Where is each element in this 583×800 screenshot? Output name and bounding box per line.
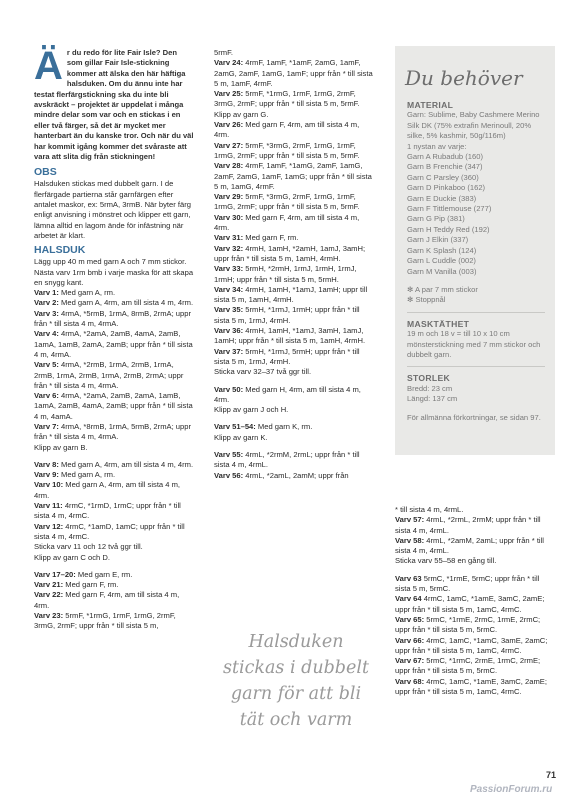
instruction-line: Varv 1: Med garn A, rm.	[34, 288, 116, 298]
yarn-color-item: Garn G Pip (381)	[407, 214, 465, 224]
instruction-line: Varv 26: Med garn F, 4rm, am till sista 4 m, 4rm.	[214, 120, 360, 140]
yarn-color-item: Garn L Cuddle (002)	[407, 256, 476, 266]
yarn-color-item: Garn M Vanilla (003)	[407, 266, 477, 276]
drop-cap: Ä	[34, 44, 63, 88]
gauge-text: 19 m och 18 v = till 10 x 10 cm mönsterstickning med 7 mm stickor och dubbelt garn.	[407, 329, 541, 359]
instruction-line: Varv 50: Med garn H, 4rm, am till sista 4 m, 4rm.	[214, 384, 361, 404]
instruction-line: Varv 65: 5rmC, *1rmE, 2rmC, 1rmE, 2rmC; uppr från * till sista 5 m, 5rmC.	[395, 614, 541, 635]
yarn-color-item: Garn C Parsley (360)	[407, 172, 479, 182]
instruction-line: Varv 35: 5rmH, *1rmJ, 1rmH; uppr från * till sista 5 m, 1rmJ, 4rmH.	[214, 305, 360, 325]
yarn-color-item: Garn B Frenchie (347)	[407, 162, 483, 172]
instruction-line: Nästa varv 1rm bmb i varje maska för att skapa en snygg kant.	[34, 267, 194, 287]
materials-box	[395, 46, 555, 455]
instruction-line: Varv 34: 4rmH, 1amH, *1amJ, 1amH; uppr till sista 5 m, 1amH, 4rmH.	[214, 284, 368, 305]
instruction-line: Varv 11: 4rmC, *1rmD, 1rmC; uppr från * till sista 4 m, 4rmC.	[34, 501, 181, 521]
instruction-line: Varv 23: 5rmF, *1rmG, 1rmF, 1rmG, 2rmF, 3rmG, 2rmF; uppr från * till sista 5 m,	[34, 611, 176, 631]
instruction-line: Varv 8: Med garn A, 4rm, am till sista 4 m, 4rm.	[34, 459, 194, 469]
size-length: Längd: 137 cm	[407, 394, 458, 404]
instruction-line: Varv 67: 5rmC, *1rmC, 2rmE, 1rmC, 2rmE; uppr från * till sista 5 m, 5rmC.	[395, 656, 541, 676]
instruction-line: * till sista 4 m, 4rmL.	[395, 505, 464, 514]
page-number: 71	[546, 770, 557, 780]
instruction-line: Varv 33: 5rmH, *2rmH, 1rmJ, 1rmH, 1rmJ, 1rmH; uppr från * till sista 5 m, 5rmH.	[214, 264, 357, 284]
colors-intro: 1 nystan av varje:	[407, 141, 467, 151]
spacer	[395, 567, 555, 574]
instruction-line: Sticka varv 55–58 en gång till.	[395, 556, 497, 566]
spacer	[34, 563, 194, 570]
tool-item: ✻ A par 7 mm stickor	[407, 284, 478, 294]
instruction-line: Varv 2: Med garn A, 4rm, am till sista 4 m, 4rm.	[34, 298, 194, 308]
column-2	[214, 48, 376, 481]
material-heading: MATERIAL	[407, 100, 454, 110]
instruction-line: Varv 3: 4rmA, *5rmB, 1rmA, 8rmB, 2rmA; uppr från * till sista 4 m, 4rmA.	[34, 308, 191, 329]
instruction-line: Sticka varv 32–37 två ggr till.	[214, 367, 312, 377]
size-heading: STORLEK	[407, 373, 451, 384]
pull-quote: Halsduken stickas i dubbelt garn för att bli tät och varm	[222, 632, 369, 730]
instruction-line: Varv 17–20: Med garn E, rm.	[34, 569, 133, 579]
instruction-line: Varv 32: 4rmH, 1amH, *2amH, 1amJ, 3amH; uppr från * till sista 5 m, 1amH, 4rmH.	[214, 243, 366, 263]
tool-item: ✻ Stoppnål	[407, 295, 446, 305]
instruction-line: 5rmF.	[214, 48, 233, 57]
material-text: Garn: Sublime, Baby Cashmere Merino Silk DK (75% extrafin Merinoull, 20% silke, 5% kashmir, 50g/116m)	[407, 110, 540, 141]
yarn-color-item: Garn A Rubadub (160)	[407, 152, 483, 162]
instruction-line: Varv 22: Med garn F, 4rm, am till sista 4 m, 4rm.	[34, 590, 180, 610]
instruction-line: Varv 4: 4rmA, *2amA, 2amB, 4amA, 2amB, 1amA, 1amB, 2amA, 2amB; uppr från * till sista 4 m, 4rmA.	[34, 329, 193, 359]
spacer	[34, 453, 194, 460]
instruction-line: Varv 57: 4rmL, *2rmL, 2rmM; uppr från * till sista 4 m, 4rmL.	[395, 515, 541, 535]
instruction-line: Varv 28: 4rmF, 1amF, *1amG, 2amF, 1amG, 2amF, 2amG, 1amF, 1amG; uppr från * till sista 5 m, 1amG, 4rmF.	[214, 161, 372, 191]
spacer	[214, 378, 376, 385]
divider	[407, 312, 545, 313]
instruction-line: Varv 10: Med garn A, 4rm, am till sista 4 m, 4rm.	[34, 480, 181, 500]
instruction-line: Varv 21: Med garn F, rm.	[34, 580, 119, 590]
instruction-line: Varv 27: 5rmF, *3rmG, 2rmF, 1rmG, 1rmF, 1rmG, 2rmF; uppr från * till sista 5 m, 5rmF.	[214, 140, 360, 160]
instruction-line: Varv 64 4rmC, 1amC, *1amE, 3amC, 2amE; uppr från * till sista 5 m, 1amC, 4rmC.	[395, 594, 545, 614]
column-1	[34, 44, 194, 632]
column-2-instructions	[214, 48, 376, 481]
instruction-line: Varv 25: 5rmF, *1rmG, 1rmF, 1rmG, 2rmF, 3rmG, 2rmF; uppr från * till sista 5 m, 5rmF.	[214, 89, 360, 109]
instruction-line: Varv 36: 4rmH, 1amH, *1amJ, 3amH, 1amJ, 1amH; uppr från * till sista 5 m, 1amH, 4rmH.	[214, 326, 366, 346]
yarn-color-item: Garn E Duckie (383)	[407, 193, 477, 203]
instruction-line: Varv 66: 4rmC, 1amC, *1amC, 3amE, 2amC; uppr från * till sista 5 m, 1amC, 4rmC.	[395, 635, 548, 655]
abbreviations-note: För allmänna förkortningar, se sidan 97.	[407, 412, 541, 422]
instruction-line: Varv 6: 4rmA, *2amA, 2amB, 2amA, 1amB, 1amA, 2amB, 4amA, 2amB; uppr från * till sista 4 m, 4amA.	[34, 391, 193, 421]
instruction-line: Varv 51–54: Med garn K, rm.	[214, 422, 313, 432]
yarn-color-list	[407, 152, 545, 277]
tools-list	[407, 285, 545, 306]
gauge-heading: MASKTÄTHET	[407, 318, 470, 329]
instruction-line: Varv 31: Med garn F, rm.	[214, 233, 299, 243]
yarn-color-item: Garn F Tittlemouse (277)	[407, 204, 492, 214]
column-3	[395, 505, 555, 697]
instruction-line: Klipp av garn K.	[214, 432, 268, 442]
instruction-line: Varv 24: 4rmF, 1amF, *1amF, 2amG, 1amF, 2amG, 2amF, 1amG, 1amF; uppr från * till sista 5 m, 1amF, 4rmF.	[214, 58, 373, 88]
instruction-line: Lägg upp 40 m med garn A och 7 mm stickor.	[34, 257, 187, 267]
size-width: Bredd: 23 cm	[407, 383, 453, 393]
instruction-line: Varv 30: Med garn F, 4rm, am till sista 4 m, 4rm.	[214, 212, 360, 233]
instruction-line: Varv 9: Med garn A, rm.	[34, 470, 116, 480]
instruction-line: Klipp av garn C och D.	[34, 552, 110, 562]
yarn-color-item: Garn H Teddy Red (192)	[407, 224, 490, 234]
instruction-line: Klipp av garn G.	[214, 109, 269, 119]
halsduk-heading: HALSDUK	[34, 244, 86, 257]
instruction-line: Varv 7: 4rmA, *8rmB, 1rmA, 5rmB, 2rmA; uppr från * till sista 4 m, 4rmA.	[34, 422, 191, 442]
instruction-line: Varv 29: 5rmF, *3rmG, 2rmF, 1rmG, 1rmF, 1rmG, 2rmF; uppr från * till sista 5 m, 5rmF.	[214, 192, 360, 212]
obs-text: Halsduken stickas med dubbelt garn. I de flerfärgade partierna står garnfärgen efter antalet maskor, ex: 5rmA, 3rmB. När byter färg enligt anvisning i mönstret och klipper ett garn, lämna alltid en lagom ände för infästning när arbetet är klart.	[34, 179, 191, 240]
instruction-line: Varv 63 5rmC, *1rmE, 5rmC; uppr från * till sista 5 m, 5rmC.	[395, 573, 540, 594]
yarn-color-item: Garn K Splash (124)	[407, 245, 477, 255]
divider	[407, 366, 545, 367]
watermark: PassionForum.ru	[470, 784, 553, 795]
instruction-line: Klipp av garn B.	[34, 442, 88, 452]
instruction-line: Varv 56: 4rmL, *2amL, 2amM; uppr från	[214, 470, 349, 480]
column-3-instructions	[395, 505, 555, 697]
instruction-line: Varv 55: 4rmL, *2rmM, 2rmL; uppr från * till sista 4 m, 4rmL.	[214, 449, 360, 470]
instruction-line: Varv 37: 5rmH, *1rmJ, 5rmH; uppr från * till sista 5 m, 1rmJ, 4rmH.	[214, 346, 360, 366]
yarn-color-item: Garn D Pinkaboo (162)	[407, 183, 486, 193]
instruction-line: Varv 12: 4rmC, *1amD, 1amC; uppr från * till sista 4 m, 4rmC.	[34, 521, 185, 541]
obs-heading: OBS	[34, 166, 57, 179]
instruction-line: Klipp av garn J och H.	[214, 405, 289, 415]
materials-title: Du behöver	[405, 66, 523, 90]
instruction-line: Sticka varv 11 och 12 två ggr till.	[34, 542, 143, 552]
spacer	[214, 443, 376, 450]
instruction-line: Varv 5: 4rmA, *2rmB, 1rmA, 2rmB, 1rmA, 2rmB, 1rmA, 2rmB, 1rmA, 2rmB, 2rmA; uppr från * till sista 4 m, 4rmA.	[34, 360, 184, 390]
yarn-color-item: Garn J Elkin (337)	[407, 235, 469, 245]
spacer	[214, 415, 376, 422]
instruction-line: Varv 58: 4rmL, *2amM, 2amL; uppr från * till sista 4 m, 4rmL.	[395, 535, 544, 556]
instruction-line: Varv 68: 4rmC, 1amC, *1amE, 3amC, 2amE; uppr från * till sista 5 m, 1amC, 4rmC.	[395, 676, 547, 697]
halsduk-instructions	[34, 257, 194, 631]
intro-paragraph	[34, 44, 194, 162]
intro-text: r du redo för lite Fair Isle? Den som gillar Fair Isle-stickning kommer att älska den här häftiga halsduken. Om du ännu inte har testat flerfärgstickning ska du inte bli avskräckt – projektet är uppdelat i många mindre delar som var och en stickas i en eller två färger, så det är mycket mer hanterbart än du kanske tror. Och när du väl har kommit igång kommer det svåraste att vara att slita dig från stickningen!	[34, 48, 194, 162]
